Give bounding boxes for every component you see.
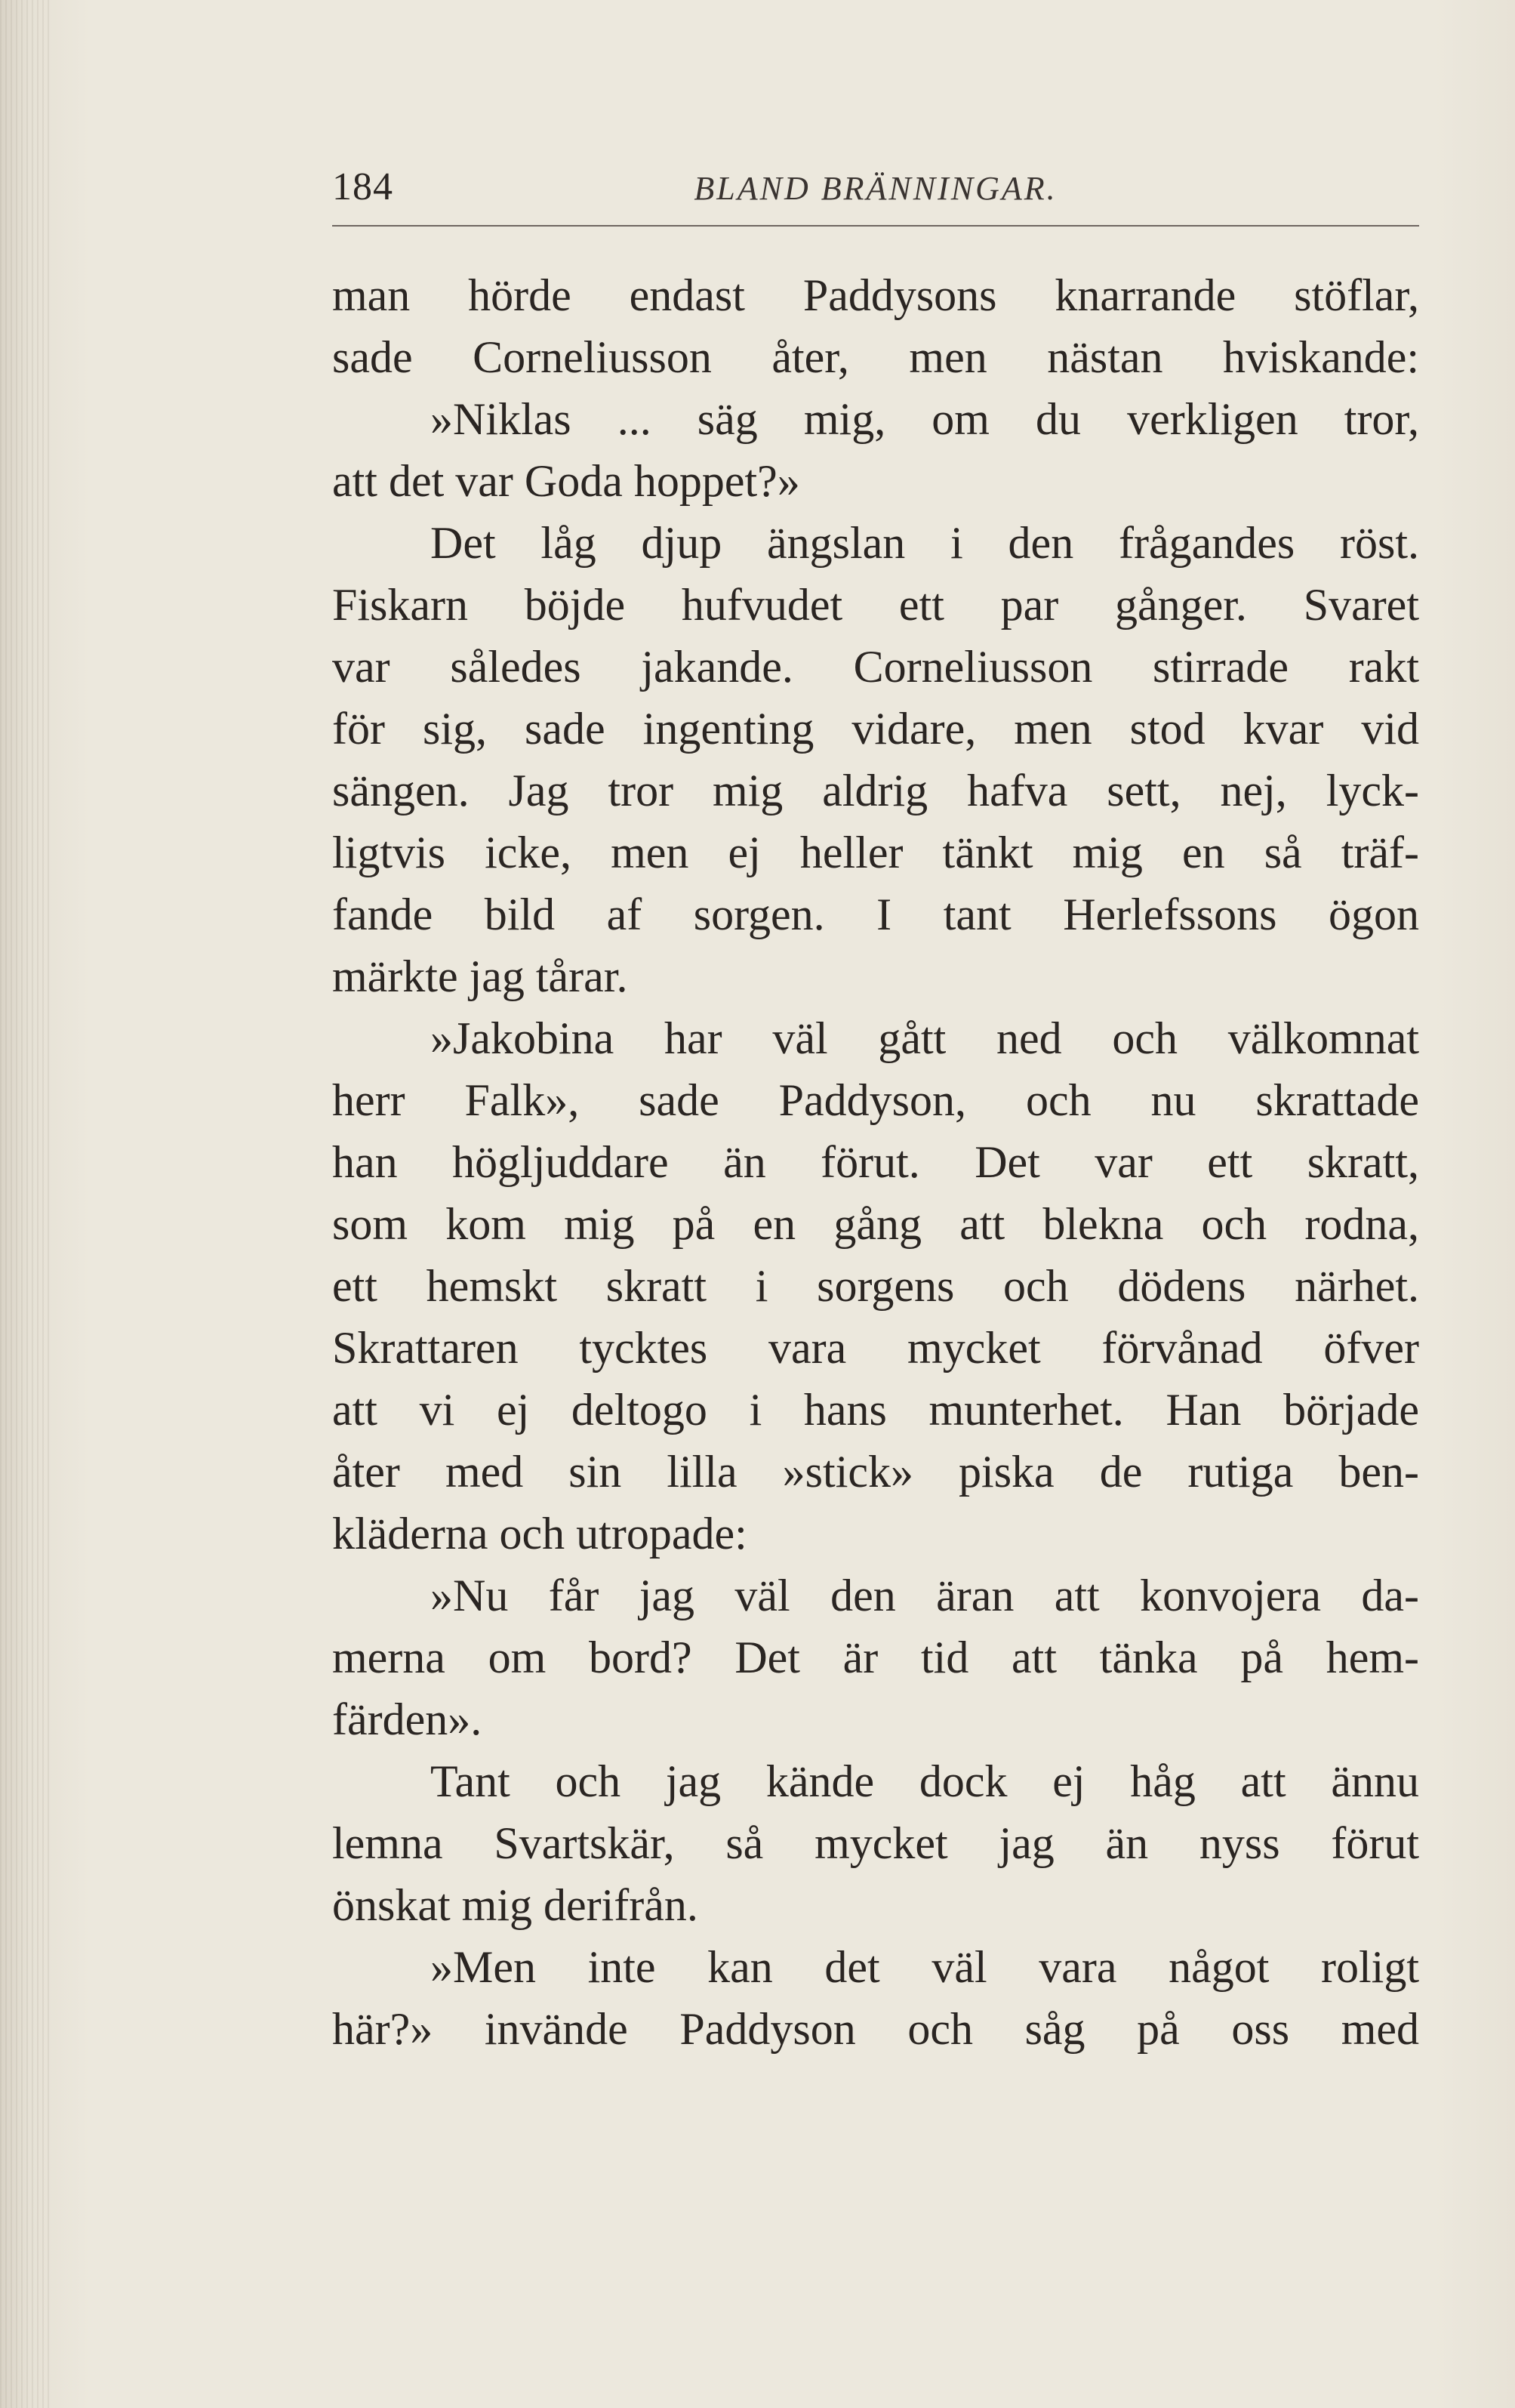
- text-line: »Niklas ... säg mig, om du verkligen tror,: [430, 394, 1419, 444]
- text-line: som kom mig på en gång att blekna och rodna,: [332, 1199, 1419, 1249]
- text-line: märkte jag tårar.: [332, 951, 628, 1001]
- text-line: Fiskarn böjde hufvudet ett par gånger. Svaret: [332, 580, 1419, 630]
- text-line: Skrattaren tycktes vara mycket förvånad öfver: [332, 1323, 1419, 1373]
- text-line: färden».: [332, 1694, 482, 1744]
- text-line: sade Corneliusson åter, men nästan hviskande:: [332, 332, 1419, 382]
- text-line: här?» invände Paddyson och såg på oss med: [332, 2004, 1419, 2054]
- body-text: [332, 264, 1419, 2092]
- text-line: herr Falk», sade Paddyson, och nu skrattade: [332, 1075, 1419, 1125]
- running-title: BLAND BRÄNNINGAR.: [694, 170, 1058, 207]
- text-line: merna om bord? Det är tid att tänka på hem-: [332, 1633, 1419, 1682]
- text-line: kläderna och utropade:: [332, 1509, 747, 1559]
- text-line: han högljuddare än förut. Det var ett skratt,: [332, 1137, 1419, 1187]
- text-line: lemna Svartskär, så mycket jag än nyss förut: [332, 1818, 1419, 1868]
- text-line: sängen. Jag tror mig aldrig hafva sett, nej, lyck-: [332, 766, 1419, 816]
- page-number: 184: [332, 165, 393, 208]
- text-line: åter med sin lilla »stick» piska de rutiga ben-: [332, 1447, 1419, 1497]
- text-line: »Jakobina har väl gått ned och välkomnat: [430, 1013, 1419, 1063]
- text-line: Det låg djup ängslan i den frågandes röst.: [430, 518, 1419, 568]
- text-line: att vi ej deltogo i hans munterhet. Han började: [332, 1385, 1419, 1435]
- page-gutter: [0, 0, 53, 2408]
- header-rule: [332, 225, 1419, 227]
- text-line: ett hemskt skratt i sorgens och dödens närhet.: [332, 1261, 1419, 1311]
- text-line: »Men inte kan det väl vara något roligt: [430, 1942, 1419, 1992]
- text-line: Tant och jag kände dock ej håg att ännu: [430, 1756, 1419, 1806]
- text-line: för sig, sade ingenting vidare, men stod kvar vid: [332, 704, 1419, 754]
- text-line: ligtvis icke, men ej heller tänkt mig en så träf-: [332, 828, 1419, 877]
- text-line: fande bild af sorgen. I tant Herlefssons ögon: [332, 890, 1419, 939]
- text-line: önskat mig derifrån.: [332, 1880, 698, 1930]
- page-header: [332, 165, 1419, 225]
- text-line: »Nu får jag väl den äran att konvojera da-: [430, 1571, 1419, 1620]
- text-line: att det var Goda hoppet?»: [332, 456, 800, 506]
- text-line: man hörde endast Paddysons knarrande stöflar,: [332, 270, 1419, 320]
- text-line: var således jakande. Corneliusson stirrade rakt: [332, 642, 1419, 692]
